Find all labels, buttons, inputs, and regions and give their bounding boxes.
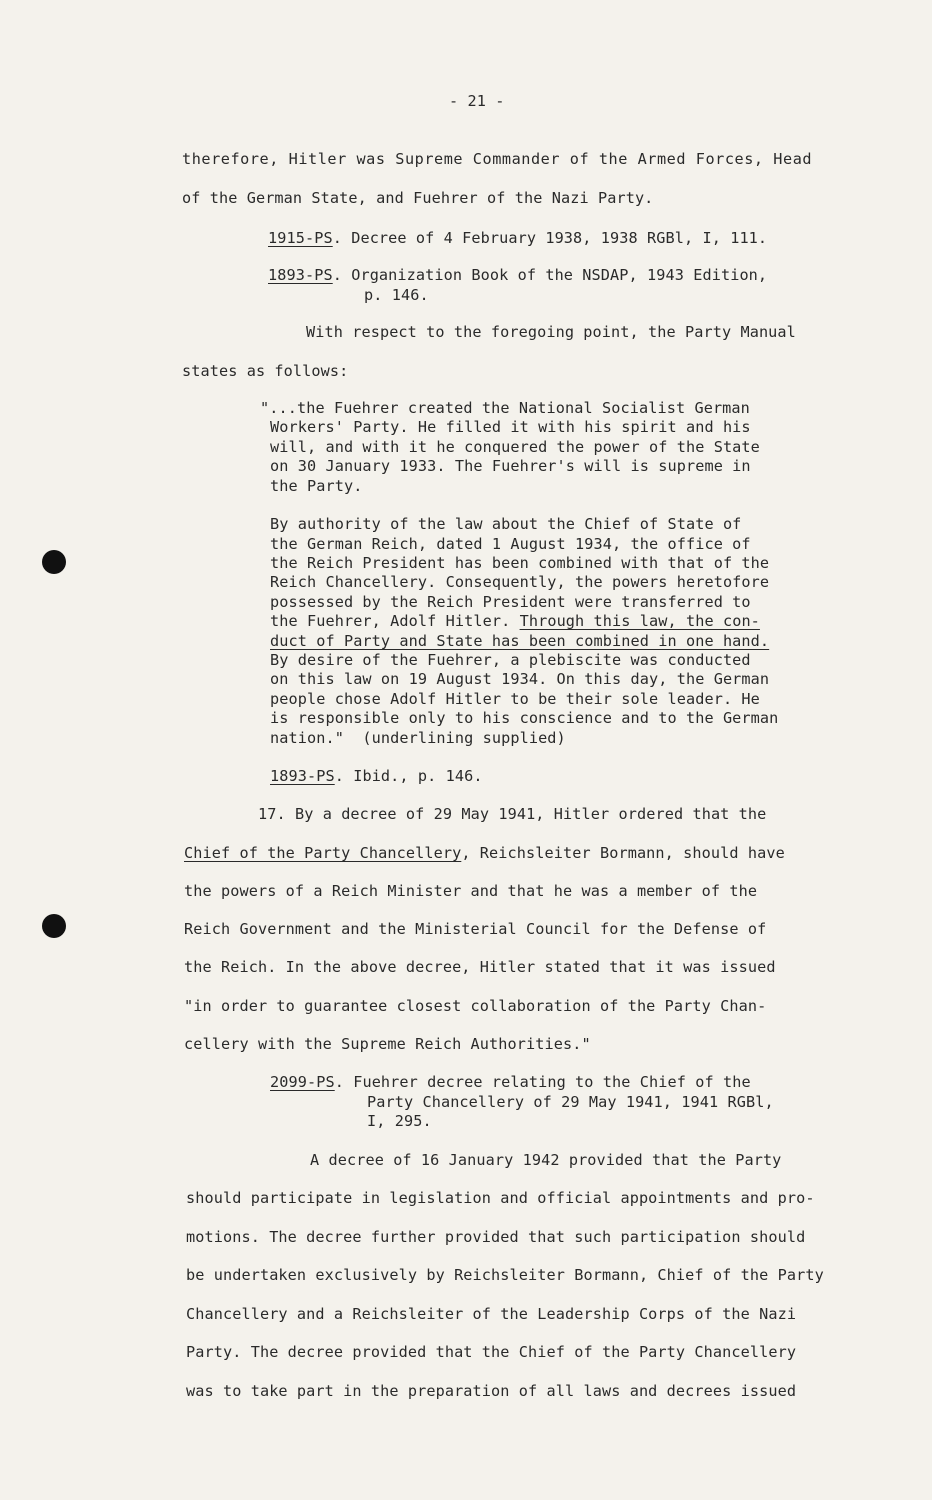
underlined-text: duct of Party and State has been combined in one hand.	[270, 632, 770, 650]
citation-text: . Ibid., p. 146.	[334, 767, 483, 785]
citation	[270, 1073, 751, 1092]
paragraph-line: motions. The decree further provided that such participation should	[186, 1228, 806, 1246]
binder-hole-icon	[42, 550, 66, 574]
paragraph-line: states as follows:	[182, 362, 349, 380]
paragraph-line: Chancellery and a Reichsleiter of the Leadership Corps of the Nazi	[186, 1305, 797, 1323]
citation-text: . Organization Book of the NSDAP, 1943 Edition,	[332, 266, 768, 284]
paragraph-text: , Reichsleiter Bormann, should have	[461, 844, 785, 862]
paragraph-line	[184, 844, 785, 863]
quote-line	[270, 612, 760, 631]
citation-reference: 1893-PS	[270, 767, 335, 785]
quote-line: people chose Adolf Hitler to be their sole leader. He	[270, 690, 760, 708]
quote-line: nation." (underlining supplied)	[270, 729, 566, 747]
quote-line: the German Reich, dated 1 August 1934, the office of	[270, 535, 751, 553]
citation	[270, 767, 483, 786]
paragraph-line: Party. The decree provided that the Chief of the Party Chancellery	[186, 1343, 797, 1361]
paragraph-line: With respect to the foregoing point, the Party Manual	[306, 323, 796, 341]
quote-line: on this law on 19 August 1934. On this day, the German	[270, 670, 770, 688]
underlined-text: Through this law, the con-	[519, 612, 760, 630]
page-number: - 21 -	[449, 92, 505, 110]
quote-text: the Fuehrer, Adolf Hitler.	[270, 612, 520, 630]
citation-text: . Fuehrer decree relating to the Chief of the	[334, 1073, 751, 1091]
paragraph-line: the Reich. In the above decree, Hitler stated that it was issued	[184, 958, 776, 976]
quote-line: Reich Chancellery. Consequently, the powers heretofore	[270, 573, 770, 591]
paragraph-line: was to take part in the preparation of all laws and decrees issued	[186, 1382, 797, 1400]
quote-line: possessed by the Reich President were transferred to	[270, 593, 751, 611]
paragraph-line: "in order to guarantee closest collaboration of the Party Chan-	[184, 997, 767, 1015]
quote-line: Workers' Party. He filled it with his spirit and his	[270, 418, 751, 436]
paragraph-line: be undertaken exclusively by Reichsleiter Bormann, Chief of the Party	[186, 1266, 824, 1284]
quote-line: "...the Fuehrer created the National Socialist German	[260, 399, 750, 417]
paragraph-line: Reich Government and the Ministerial Council for the Defense of	[184, 920, 767, 938]
paragraph-line: of the German State, and Fuehrer of the Nazi Party.	[182, 189, 654, 207]
citation-reference: 1893-PS	[268, 266, 333, 284]
citation-text: I, 295.	[367, 1112, 432, 1130]
paragraph-line: the powers of a Reich Minister and that he was a member of the	[184, 882, 758, 900]
citation-text: p. 146.	[364, 286, 429, 304]
quote-line: the Party.	[270, 477, 363, 495]
quote-line: By desire of the Fuehrer, a plebiscite was conducted	[270, 651, 751, 669]
paragraph-line: 17. By a decree of 29 May 1941, Hitler ordered that the	[258, 805, 767, 823]
paragraph-line: cellery with the Supreme Reich Authorities."	[184, 1035, 591, 1053]
quote-line: is responsible only to his conscience and to the German	[270, 709, 779, 727]
citation-text: Party Chancellery of 29 May 1941, 1941 RGBl,	[367, 1093, 774, 1111]
underlined-text: Chief of the Party Chancellery	[184, 844, 462, 862]
quote-line: By authority of the law about the Chief of State of	[270, 515, 742, 533]
citation-reference: 1915-PS	[268, 229, 333, 247]
citation-reference: 2099-PS	[270, 1073, 335, 1091]
paragraph-line: therefore, Hitler was Supreme Commander of the Armed Forces, Head	[182, 150, 813, 168]
citation-text: . Decree of 4 February 1938, 1938 RGBl, I, 111.	[332, 229, 768, 247]
paragraph-line: should participate in legislation and official appointments and pro-	[186, 1189, 815, 1207]
quote-line: will, and with it he conquered the power of the State	[270, 438, 760, 456]
quote-line: the Reich President has been combined with that of the	[270, 554, 770, 572]
binder-hole-icon	[42, 914, 66, 938]
paragraph-line: A decree of 16 January 1942 provided that the Party	[310, 1151, 782, 1169]
citation	[268, 266, 767, 285]
citation	[268, 229, 767, 248]
quote-line: on 30 January 1933. The Fuehrer's will is supreme in	[270, 457, 751, 475]
